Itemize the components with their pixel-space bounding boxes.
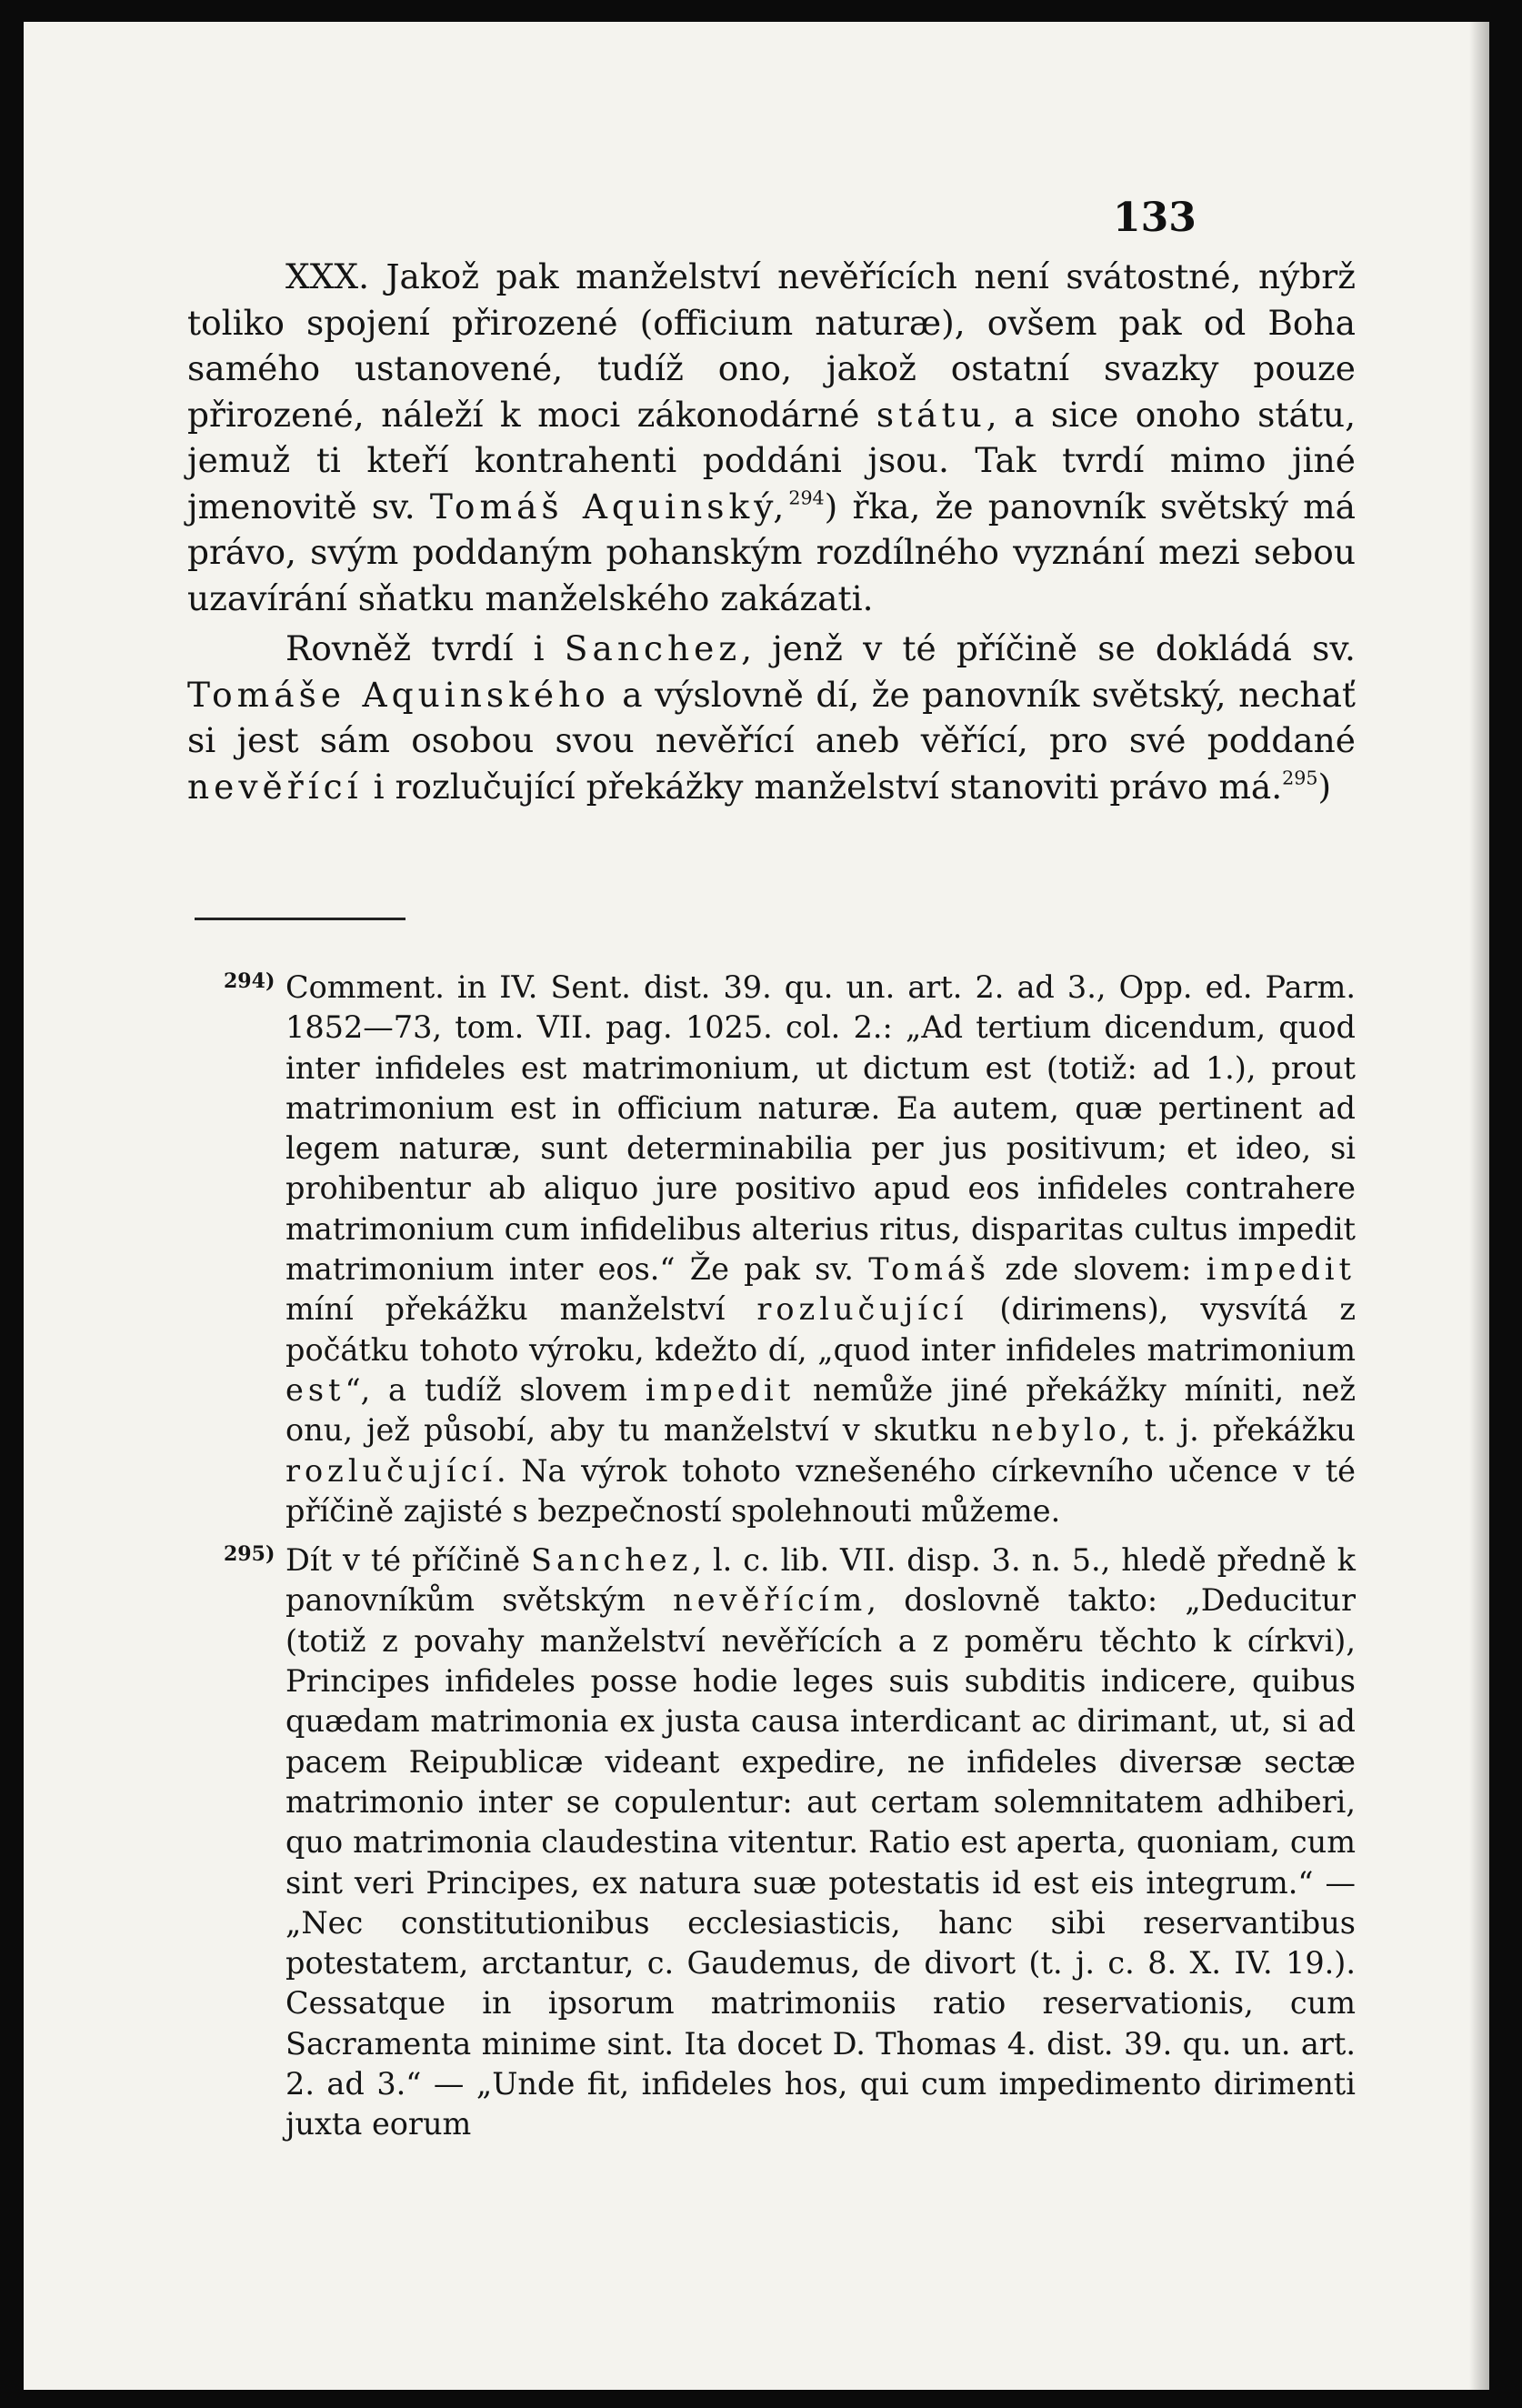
footnote-294-marker bbox=[224, 968, 275, 995]
paragraph-2-text-d: i rozlučující překážky manželství stanoviti právo má. bbox=[373, 766, 1283, 807]
fn294-text-e: “, a tudíž slovem bbox=[345, 1371, 628, 1408]
fn294-emphasis-nebylo: nebylo bbox=[991, 1412, 1121, 1449]
footnote-295 bbox=[187, 1540, 1356, 2144]
main-text bbox=[187, 254, 1356, 809]
fn294-text-d: (dirimens), vysvítá z počátku tohoto výroku, kdežto dí, „quod inter infideles matrimonium bbox=[285, 1291, 1356, 1368]
fn294-emphasis-rozlucujici: rozlučující bbox=[756, 1291, 968, 1328]
footnote-294-text bbox=[285, 968, 1356, 1531]
footnote-295-paren: ) bbox=[265, 1542, 275, 1567]
fn294-text-b: zde slovem: bbox=[1005, 1251, 1192, 1288]
footnote-295-number: 295 bbox=[224, 1542, 265, 1567]
fn295-text-b: , l. c. lib. VII. disp. 3. n. 5., hledě předně k panovníkům světským bbox=[285, 1542, 1356, 1619]
paragraph-2-text-a: Rovněž tvrdí i bbox=[285, 628, 545, 668]
paragraph-1-text-a: XXX. Jakož pak manželství nevěřících není svátostné, nýbrž toliko spojení přirozené (officium naturæ), ovšem pak od Boha samého ustanovené, tudíž ono, jakož ostatní svazky pouze přirozené, náleží k moci zákonodárné bbox=[187, 256, 1356, 435]
page-edge-shadow bbox=[1469, 22, 1489, 2390]
fn294-text-h: . Na výrok tohoto vznešeného církevního učence v té příčině zajisté s bezpečností spolehnouti můžeme. bbox=[285, 1452, 1356, 1529]
paragraph-2-text-b: , jenž v té příčině se dokládá sv. bbox=[741, 628, 1356, 668]
fn294-emphasis-impedit-2: impedit bbox=[645, 1371, 796, 1408]
fn294-text-a: Comment. in IV. Sent. dist. 39. qu. un. art. 2. ad 3., Opp. ed. Parm. 1852—73, tom. VII. pag. 1025. col. 2.: „Ad tertium dicendum, quod inter infideles est matrimonium, ut dictum est (totiž: ad 1.), prout matrimonium est in officium naturæ. Ea autem, quæ pertinent ad legem naturæ, sunt determinabilia per jus positivum; et ideo, si prohibentur ab aliquo jure positivo apud eos infideles contrahere matrimonium cum infidelibus alterius ritus, disparitas cultus impedit matrimonium inter eos.“ Že pak sv. bbox=[285, 969, 1356, 1288]
footnote-ref-294: 294 bbox=[788, 487, 825, 509]
footnote-294-number: 294 bbox=[224, 969, 265, 993]
fn295-text-a: Dít v té příčině bbox=[285, 1542, 521, 1579]
emphasis-sanchez: Sanchez bbox=[564, 628, 742, 668]
fn295-emphasis-nevericim: nevěřícím bbox=[673, 1582, 867, 1619]
footnote-294 bbox=[187, 968, 1356, 1531]
footnote-295-marker bbox=[224, 1540, 275, 1568]
emphasis-tomas-aquinsky: Tomáš Aquinský, bbox=[429, 486, 789, 527]
paragraph-2 bbox=[187, 626, 1356, 809]
fn294-emphasis-est: est bbox=[285, 1371, 345, 1408]
fn295-text-c: , doslovně takto: „Deducitur (totiž z povahy manželství nevěřících a z poměru těchto k církvi), Principes infideles posse hodie leges suis subditis indicere, quibus quædam matrimonia ex justa causa interdicant ac dirimant, ut, si ad pacem Reipublicæ videant expedire, ne infideles diversæ sectæ matrimonio inter se copulentur: aut certam solemnitatem adhiberi, quo matrimonia claudestina vitentur. Ratio est aperta, quoniam, cum sint veri Principes, ex natura suæ potestatis id est eis integrum.“ — „Nec constitutionibus ecclesiasticis, hanc sibi reservantibus potestatem, arctantur, c. Gaudemus, de divort (t. j. c. 8. X. IV. 19.). Cessatque in ipsorum matrimoniis ratio reservationis, cum Sacramenta minime sint. Ita docet D. Thomas 4. dist. 39. qu. un. art. 2. ad 3.“ — „Unde fit, infideles hos, qui cum impedimento dirimenti juxta eorum bbox=[285, 1582, 1356, 2142]
fn294-text-g: , t. j. překážku bbox=[1120, 1412, 1356, 1449]
fn294-emphasis-rozlucujici-2: rozlučující bbox=[285, 1452, 497, 1489]
paragraph-2-text-e: ) bbox=[1317, 766, 1332, 807]
paragraph-1-text-b: , a sice onoho státu, jemuž ti kteří kontrahenti poddáni jsou. Tak tvrdí mimo jiné jmenovitě sv. bbox=[187, 394, 1356, 527]
fn295-emphasis-sanchez: Sanchez bbox=[531, 1542, 693, 1579]
footnote-294-paren: ) bbox=[265, 969, 275, 993]
emphasis-statu: státu bbox=[876, 394, 986, 435]
footnote-295-text bbox=[285, 1540, 1356, 2144]
footnote-separator bbox=[195, 918, 406, 920]
page-number: 133 bbox=[1113, 195, 1197, 241]
fn294-text-c: míní překážku manželství bbox=[285, 1291, 726, 1328]
footnotes bbox=[187, 968, 1356, 2154]
book-page bbox=[24, 22, 1489, 2390]
footnote-ref-295: 295 bbox=[1282, 767, 1318, 789]
paragraph-2-text-c: a výslovně dí, že panovník světský, nechať si jest sám osobou svou nevěřící aneb věřící, pro své poddané bbox=[187, 674, 1356, 760]
fn294-emphasis-tomas: Tomáš bbox=[868, 1251, 991, 1288]
fn294-text-f: nemůže jiné překážky míniti, než onu, jež působí, aby tu manželství v skutku bbox=[285, 1371, 1356, 1449]
paragraph-1-text-c: ) řka, že panovník světský má právo, svým poddaným pohanským rozdílného vyznání mezi sebou uzavírání sňatku manželského zakázati. bbox=[187, 486, 1357, 618]
emphasis-tomase-aquinskeho: Tomáše Aquinského bbox=[187, 674, 610, 715]
paragraph-1 bbox=[187, 254, 1356, 621]
emphasis-neverici: nevěřící bbox=[187, 766, 363, 807]
fn294-emphasis-impedit: impedit bbox=[1206, 1251, 1357, 1288]
